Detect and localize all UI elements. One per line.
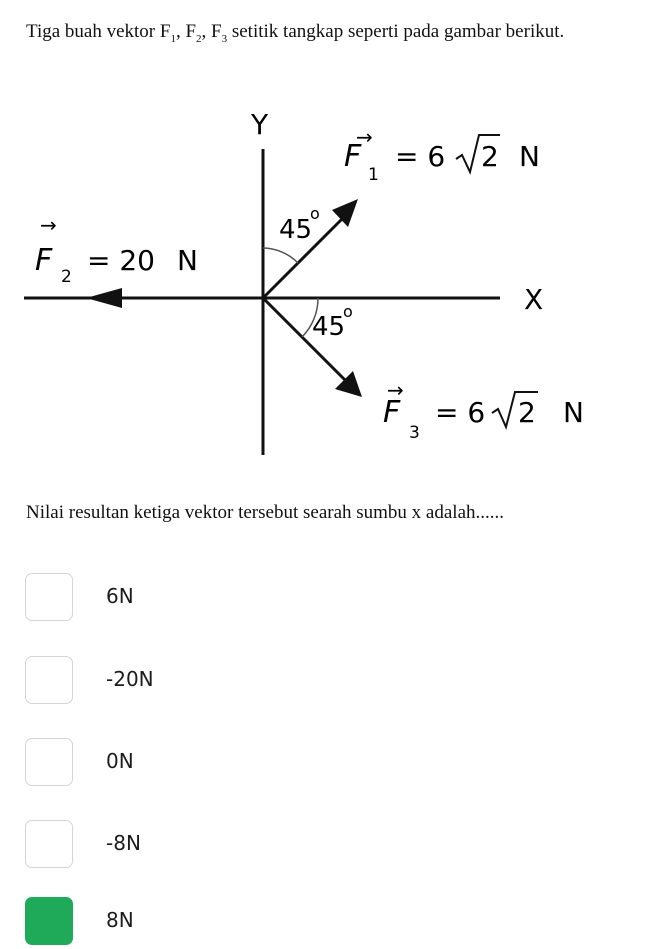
intro-text: Tiga buah vektor F (26, 21, 171, 42)
svg-text:3: 3 (409, 423, 420, 443)
svg-text:→: → (356, 125, 373, 149)
subscript: 2 (196, 32, 202, 45)
f2-label (35, 213, 198, 287)
option-2[interactable] (25, 656, 625, 708)
svg-text:F: F (35, 243, 53, 278)
svg-text:→: → (387, 378, 404, 402)
svg-text:2: 2 (61, 267, 72, 287)
svg-text:= 20: = 20 (87, 244, 155, 277)
svg-text:2: 2 (518, 396, 536, 429)
f1-label (344, 125, 540, 185)
option-label: 6N (106, 584, 134, 608)
option-checkbox[interactable] (25, 656, 73, 704)
intro-text: setitik tangkap seperti pada gambar berikut. (227, 21, 565, 42)
f3-label (383, 378, 584, 443)
f2-arrowhead (86, 288, 122, 308)
degree-mark: o (343, 302, 353, 321)
svg-text:N: N (519, 140, 540, 173)
svg-text:N: N (563, 396, 584, 429)
option-label: 8N (106, 908, 134, 932)
y-axis-label: Y (251, 108, 269, 141)
angle-top-label: 45 (279, 215, 313, 245)
option-checkbox[interactable] (25, 820, 73, 868)
svg-text:= 6: = 6 (395, 140, 446, 173)
option-4[interactable] (25, 820, 625, 872)
intro-text: , F (175, 21, 197, 42)
option-checkbox-selected[interactable] (25, 897, 73, 945)
subscript: 3 (221, 32, 228, 45)
vector-diagram (0, 95, 652, 465)
subscript: 1 (170, 32, 176, 45)
degree-mark: o (310, 204, 320, 223)
angle-bottom-label: 45 (312, 312, 346, 342)
svg-text:1: 1 (368, 165, 379, 185)
svg-text:→: → (40, 213, 57, 237)
intro-text: , F (201, 21, 222, 42)
option-1[interactable] (25, 573, 625, 625)
x-axis-label: X (524, 283, 544, 316)
svg-text:N: N (177, 244, 198, 277)
f1-arrowhead (332, 199, 358, 227)
option-3[interactable] (25, 738, 625, 790)
option-label: -20N (106, 667, 154, 691)
option-label: 0N (106, 749, 134, 773)
question-prompt: Nilai resultan ketiga vektor tersebut searah sumbu x adalah...... (26, 502, 505, 523)
option-checkbox[interactable] (25, 738, 73, 786)
svg-text:2: 2 (481, 140, 499, 173)
svg-text:F: F (344, 139, 362, 174)
question-intro (26, 18, 626, 53)
option-label: -8N (106, 831, 141, 855)
option-5[interactable] (25, 897, 625, 949)
svg-text:= 6: = 6 (435, 396, 486, 429)
option-checkbox[interactable] (25, 573, 73, 621)
svg-text:F: F (383, 395, 401, 430)
angle-arc-top (263, 248, 298, 263)
